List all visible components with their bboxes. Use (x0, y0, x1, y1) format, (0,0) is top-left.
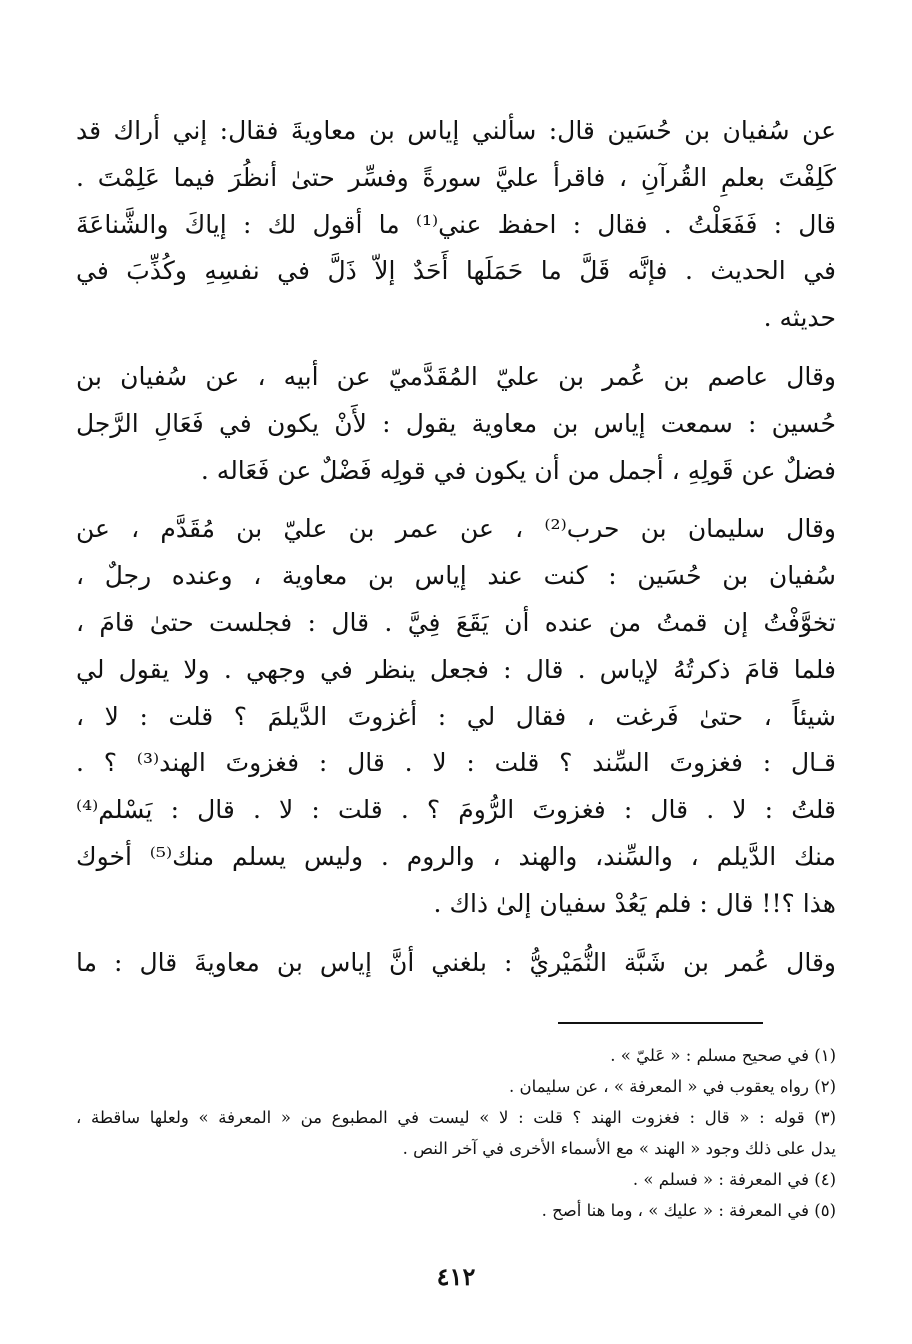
footnote-3-continuation: يدل على ذلك وجود « الهند » مع الأسماء الأخرى في آخر النص . (402, 1139, 836, 1158)
paragraph-2 (76, 354, 836, 494)
text-line: في الحديث . فإنَّه قَلَّ ما حَمَلَها أَحَدٌ إلاّ ذَلَّ في نفسِهِ وكُذِّبَ في (76, 256, 836, 286)
text-line: منك الدَّيلم ، والسِّند، والهند ، والروم . وليس يسلم منك⁽⁵⁾ أخوك (76, 841, 836, 871)
text-line: حديثه . (763, 303, 836, 333)
text-line: وقال سليمان بن حرب⁽²⁾ ، عن عمر بن عليّ بن مُقَدَّم ، عن (76, 514, 836, 544)
text-line: قلتُ : لا . قال : فغزوتَ الرُّومَ ؟ . قلت : لا . قال : يَسْلم⁽⁴⁾ (76, 795, 836, 825)
text-line: شيئاً ، حتىٰ فَرغت ، فقال لي : أغزوتَ الدَّيلمَ ؟ قلت : لا ، (76, 701, 836, 731)
text-line: وقال عُمر بن شَبَّة النُّمَيْريُّ : بلغني أنَّ إياس بن معاويةَ قال : ما (76, 947, 836, 977)
text-line: فلما قامَ ذكرتُهُ لإياس . قال : فجعل ينظر في وجهي . ولا يقول لي (76, 654, 836, 684)
text-line: عن سُفيان بن حُسَين قال: سألني إياس بن معاويةَ فقال: إني أراك قد (76, 116, 836, 145)
footnote-4: (٤) في المعرفة : « فسلم » . (632, 1170, 836, 1189)
text-line: قـال : فغزوتَ السِّند ؟ قلت : لا . قال : فغزوتَ الهند⁽³⁾ ؟ . (76, 748, 836, 778)
text-line: هذا ؟!! قال : فلم يَعُدْ سفيان إلىٰ ذاك . (433, 888, 836, 918)
paragraph-1 (76, 108, 836, 342)
footnotes (76, 1040, 836, 1226)
text-line: سُفيان بن حُسَين : كنت عند إياس بن معاوية ، وعنده رجلٌ ، (76, 561, 836, 591)
text-line: كَلِفْتَ بعلمِ القُرآنِ ، فاقرأ عليَّ سورةً وفسِّر حتىٰ أنظُرَ فيما عَلِمْتَ . (76, 162, 836, 192)
text-line: قال : فَفَعَلْتُ . فقال : احفظ عني⁽¹⁾ ما أقول لك : إياكَ والشَّناعَةَ (76, 209, 836, 239)
footnote-divider (558, 1022, 763, 1024)
footnote-2: (٢) رواه يعقوب في « المعرفة » ، عن سليمان . (508, 1077, 836, 1096)
page-number: ٤١٢ (436, 1262, 476, 1291)
text-line: فضلٌ عن قَولِهِ ، أجمل من أن يكون في قولِه فَضْلٌ عن فَعَاله . (200, 455, 836, 485)
text-line: تخوَّفْتُ إن قمتُ من عنده أن يَقَعَ فِيَّ . قال : فجلست حتىٰ قامَ ، (76, 607, 836, 637)
footnote-5: (٥) في المعرفة : « عليك » ، وما هنا أصح . (541, 1201, 836, 1220)
main-text (76, 108, 836, 996)
paragraph-3 (76, 506, 836, 927)
footnote-1: (١) في صحيح مسلم : « عَليّ » . (610, 1046, 836, 1065)
text-line: وقال عاصم بن عُمر بن عليّ المُقَدَّميّ عن أبيه ، عن سُفيان بن (76, 361, 836, 391)
paragraph-4 (76, 940, 836, 987)
footnote-3: (٣) قوله : « قال : فغزوت الهند ؟ قلت : لا » ليست في المطبوع من « المعرفة » ولعلها ساقطة ، (76, 1108, 836, 1127)
text-line: حُسين : سمعت إياس بن معاوية يقول : لأَنْ يكون في فَعَالِ الرَّجل (76, 408, 836, 438)
